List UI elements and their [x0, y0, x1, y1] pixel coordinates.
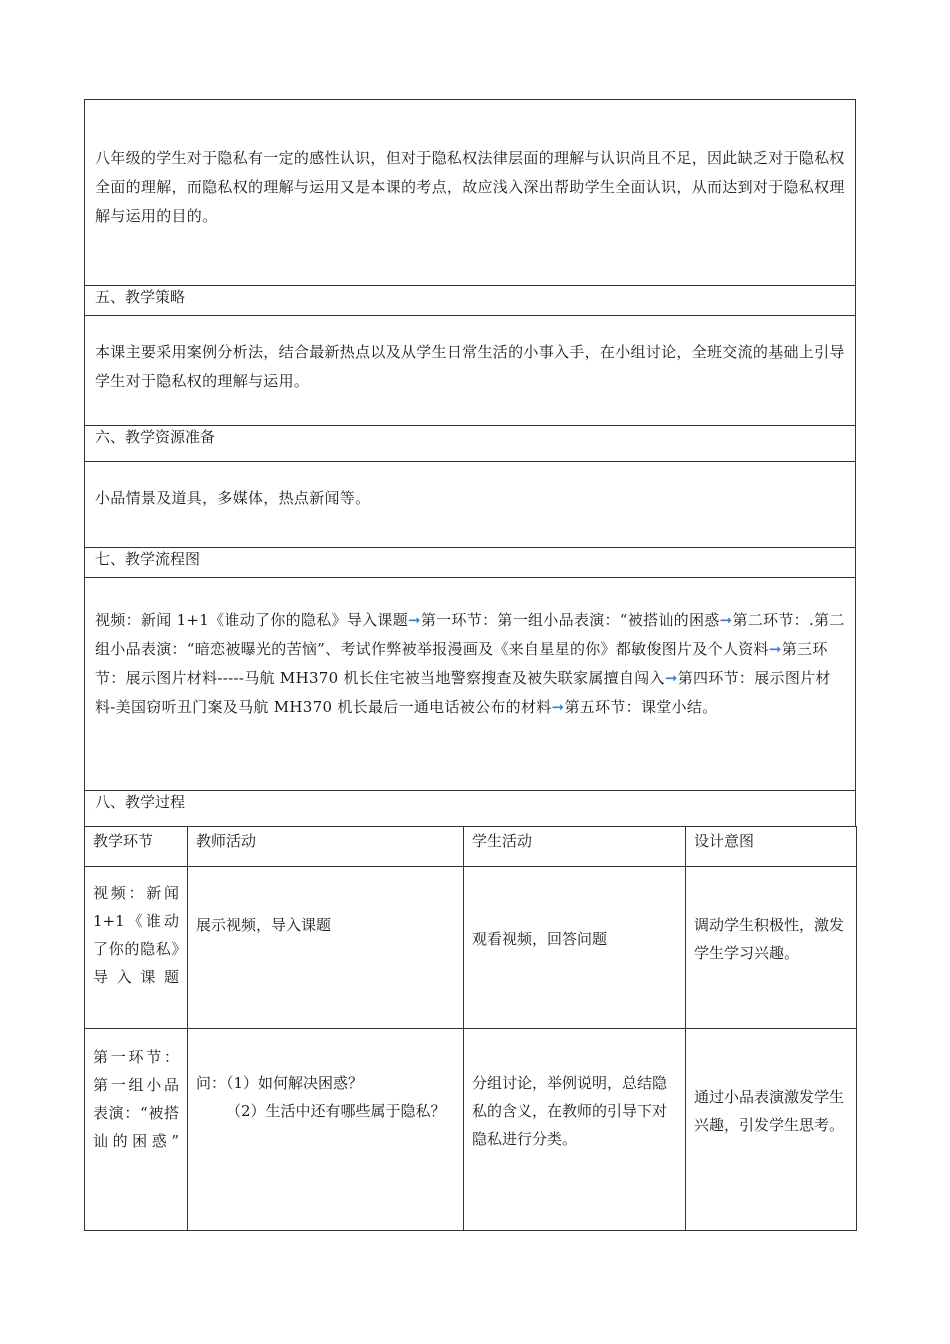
section7-row	[85, 578, 855, 791]
column-header: 教师活动	[188, 827, 464, 867]
table-row	[85, 1029, 857, 1231]
teacher-cell	[188, 1029, 464, 1231]
intent-text: 调动学生积极性，激发学生学习兴趣。	[694, 916, 845, 962]
intent-cell	[686, 1029, 857, 1231]
column-header: 学生活动	[464, 827, 686, 867]
arrow-right-icon: ➞	[408, 611, 421, 629]
table-header-row	[85, 827, 857, 867]
arrow-right-icon: ➞	[664, 669, 678, 687]
section6-heading-row	[85, 426, 855, 462]
section5-heading: 五、教学策略	[95, 288, 186, 306]
section8-heading: 八、教学过程	[95, 793, 186, 811]
strategy-text: 本课主要采用案例分析法，结合最新热点以及从学生日常生活的小事入手，在小组讨论，全班交流的基础上引导学生对于隐私权的理解与运用。	[95, 343, 845, 390]
stage-cell	[85, 1029, 188, 1231]
student-text: 观看视频，回答问题	[472, 930, 608, 948]
flow-step-2: 第一环节：第一组小品表演：“被搭讪的困惑	[420, 611, 720, 629]
flow-step-3: 第二环节：.第二组小品表演：“暗恋被曝光的苦恼”、考试作弊被举报漫画及《来自星星的你》都敏俊图片及个人资料	[95, 611, 845, 658]
section8-heading-row	[85, 791, 855, 827]
teaching-process-table	[84, 826, 857, 1231]
section5-heading-row	[85, 286, 855, 316]
section4-row	[85, 100, 855, 286]
section5-row	[85, 316, 855, 426]
student-analysis-text: 八年级的学生对于隐私有一定的感性认识，但对于隐私权法律层面的理解与认识尚且不足，因此缺乏对于隐私权全面的理解，而隐私权的理解与运用又是本课的考点，故应浅入深出帮助学生全面认识，从而达到对于隐私权理解与运用的目的。	[95, 149, 845, 225]
teacher-question-2: （2）生活中还有哪些属于隐私？	[226, 1102, 446, 1120]
teacher-question-1: 问：（1）如何解决困惑？	[196, 1074, 364, 1092]
arrow-right-icon: ➞	[768, 640, 782, 658]
section6-heading: 六、教学资源准备	[95, 428, 216, 446]
student-cell	[464, 1029, 686, 1231]
flow-step-5: 第四环节：展示图片材料-美国窃听丑门案及马航 MH370 机长最后一通电话被公布的材料	[95, 669, 831, 716]
arrow-right-icon: ➞	[551, 698, 565, 716]
column-header: 教学环节	[85, 827, 188, 867]
flow-step-1: 视频：新闻 1+1《谁动了你的隐私》导入课题	[95, 611, 409, 629]
flow-step-4: 第三环节：展示图片材料-----马航 MH370 机长住宅被当地警察搜查及被失联家属擅自闯入	[95, 640, 828, 687]
student-cell	[464, 867, 686, 1029]
teacher-cell	[188, 867, 464, 1029]
arrow-right-icon: ➞	[719, 611, 733, 629]
column-header: 设计意图	[686, 827, 857, 867]
student-text: 分组讨论，举例说明，总结隐私的含义，在教师的引导下对隐私进行分类。	[472, 1074, 668, 1148]
teacher-text: 展示视频，导入课题	[196, 916, 332, 934]
stage-cell	[85, 867, 188, 1029]
section6-row	[85, 462, 855, 548]
lesson-plan-frame	[84, 99, 856, 827]
lesson-plan-page	[84, 99, 856, 1231]
flow-chart-text	[85, 606, 855, 722]
intent-cell	[686, 867, 857, 1029]
section7-heading-row	[85, 548, 855, 578]
stage-text: 视频：新闻1+1《谁动了你的隐私》导入课题	[93, 884, 179, 986]
flow-step-6: 第五环节：课堂小结。	[564, 698, 718, 716]
section7-heading: 七、教学流程图	[95, 550, 201, 568]
resources-text: 小品情景及道具，多媒体，热点新闻等。	[95, 489, 371, 507]
intent-text: 通过小品表演激发学生兴趣，引发学生思考。	[694, 1088, 845, 1134]
table-row	[85, 867, 857, 1029]
stage-text: 第一环节：第一组小品表演：“被搭讪的困惑”	[93, 1048, 179, 1150]
